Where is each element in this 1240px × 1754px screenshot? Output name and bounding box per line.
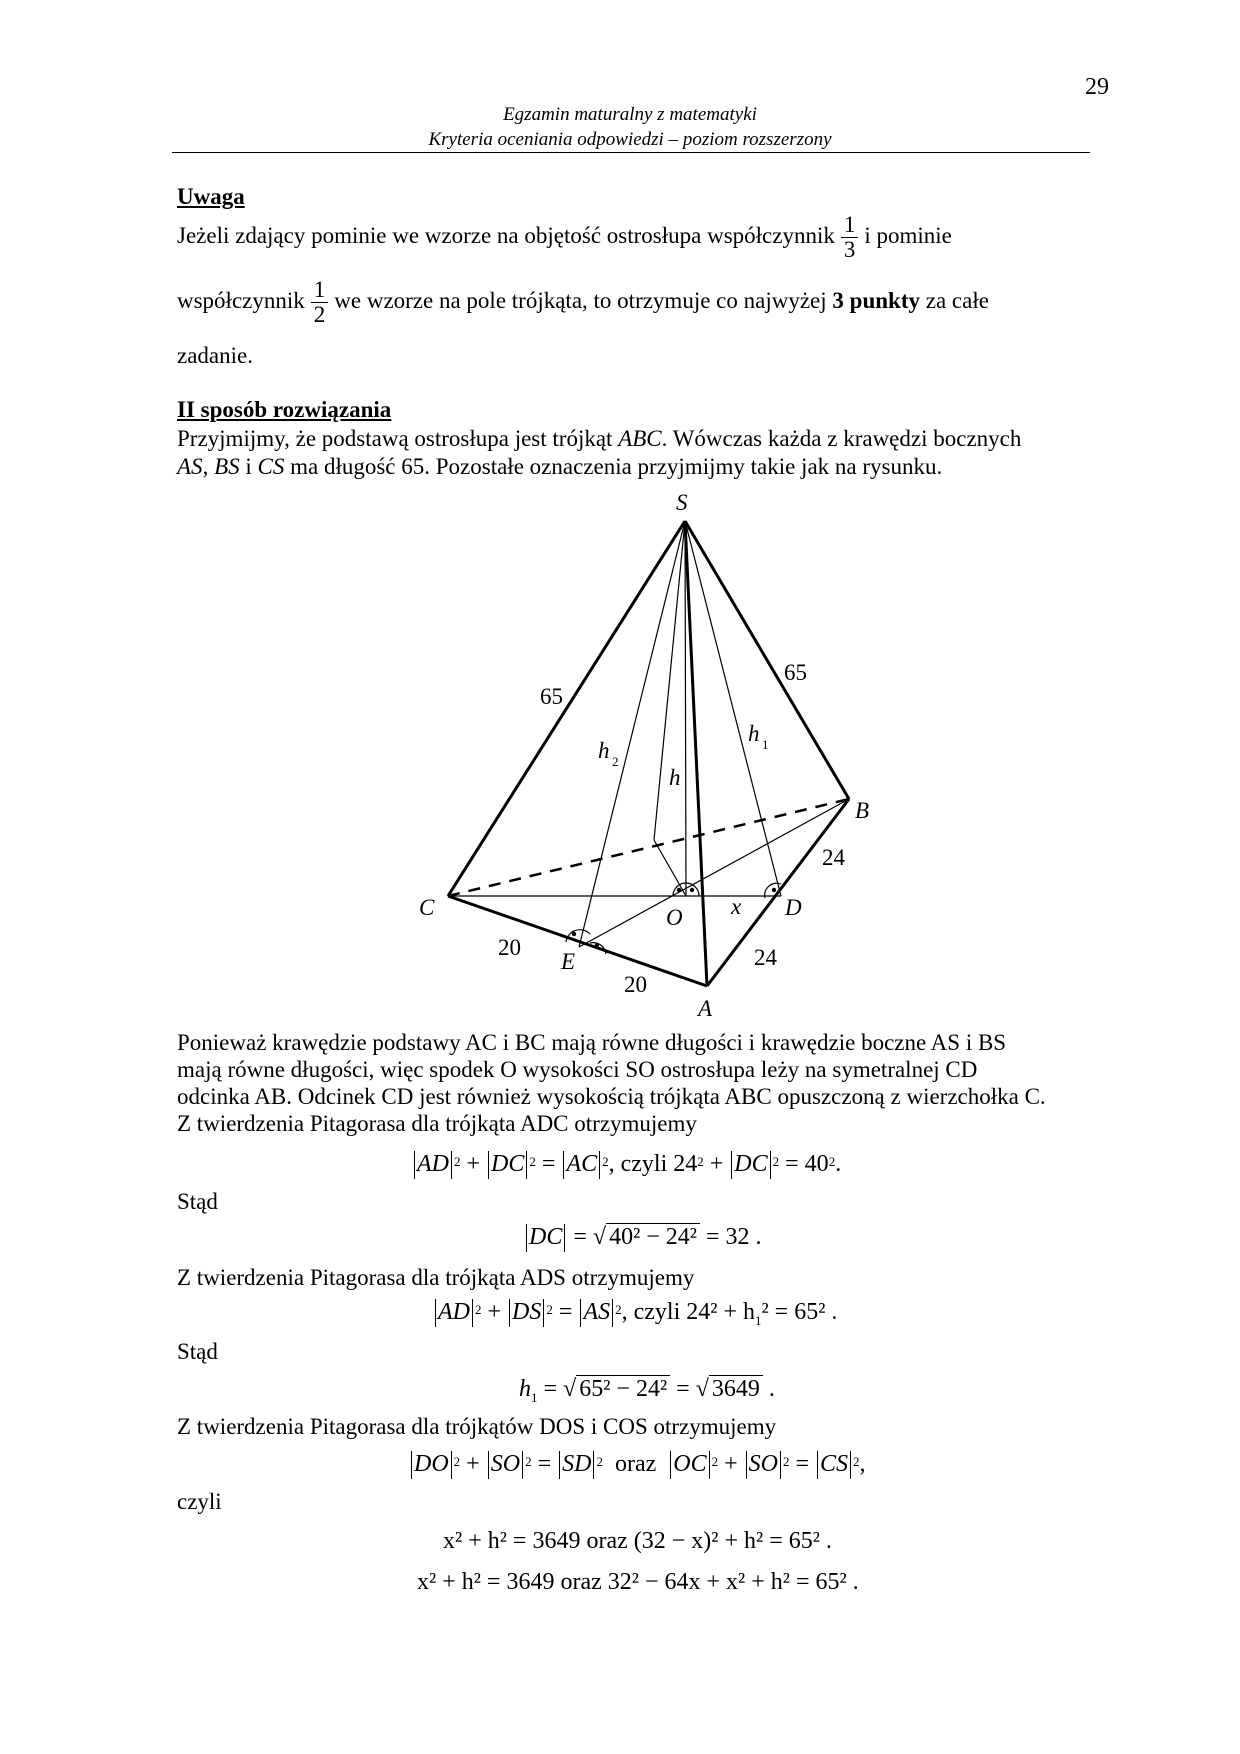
label-h1-sub: 1 (762, 737, 769, 752)
height-SO (685, 521, 686, 896)
aux-line (654, 521, 685, 840)
height-h2-SE (579, 521, 685, 947)
uwaga-title: Uwaga (177, 184, 245, 209)
label-65-CS: 65 (540, 684, 563, 709)
label-h2-sub: 2 (612, 754, 619, 769)
edge-BA (707, 799, 849, 986)
label-20-EA: 20 (624, 972, 647, 997)
uwaga-text: Jeżeli zdający pominie we wzorze na objętość ostrosłupa współczynnik (177, 222, 835, 248)
uwaga-line-3: zadanie. (177, 343, 253, 368)
label-24-BD: 24 (822, 845, 845, 870)
label-65-BS: 65 (784, 660, 807, 685)
uwaga-text: i pominie (864, 222, 952, 248)
label-x: x (731, 894, 742, 919)
uwaga-text: za całe (925, 287, 989, 313)
fraction-one-half: $\frac{1}{2}$ (311, 278, 329, 327)
stad-2: Stąd (177, 1339, 218, 1364)
para-line-3: odcinka AB. Odcinek CD jest również wysokością trójkąta ABC opuszczoną z wierzchołka C. (177, 1084, 1046, 1109)
method2-title: II sposób rozwiązania (177, 397, 392, 422)
label-E: E (561, 949, 576, 974)
equation-dc: DC = √ 40² − 24² = 32 . (524, 1222, 762, 1252)
fraction-one-third: $\frac{1}{3}$ (841, 213, 859, 262)
label-h1: h (748, 721, 760, 746)
segment-EB (579, 799, 849, 947)
label-O: O (666, 905, 683, 930)
equation-ads: AD $^2$ + DS $^2$ = AS $^2$, czyli $24^2 + h_1^2 = 65^2$ . (433, 1297, 837, 1336)
label-C: C (419, 895, 435, 920)
equation-adc: AD $^2$ + DC $^2$ = AC $^2$, czyli $24^2$ + DC $^2 = 40^2$. (412, 1149, 841, 1179)
uwaga-text: współczynnik (177, 287, 305, 313)
label-20-CE: 20 (498, 935, 521, 960)
method2-line-1: Przyjmijmy, że podstawą ostrosłupa jest trójkąt ABC. Wówczas każda z krawędzi bocznych (177, 426, 1022, 451)
label-h2: h (598, 738, 610, 763)
para-line-1: Ponieważ krawędzie podstawy AC i BC mają równe długości i krawędzie boczne AS i BS (177, 1030, 1007, 1055)
edge-SB (685, 521, 849, 799)
edge-SA (685, 521, 707, 986)
edge-SC (448, 521, 685, 896)
pyt-line-3: Z twierdzenia Pitagorasa dla trójkątów DOS i COS otrzymujemy (177, 1414, 777, 1439)
label-h: h (669, 765, 681, 790)
method2-line-2: AS, BS i CS ma długość 65. Pozostałe oznaczenia przyjmijmy takie jak na rysunku. (177, 454, 943, 479)
uwaga-text: we wzorze na pole trójkąta, to otrzymuje co najwyżej (334, 287, 827, 313)
czyli: czyli (177, 1489, 222, 1514)
page-number: 29 (1085, 74, 1109, 100)
equation-system-1: x² + h² = 3649 oraz (32 − x)² + h² = 65² . (443, 1528, 832, 1554)
label-D: D (785, 895, 802, 920)
pyt-line-2: Z twierdzenia Pitagorasa dla trójkąta ADS otrzymujemy (177, 1265, 695, 1290)
para-line-4: Z twierdzenia Pitagorasa dla trójkąta ADC otrzymujemy (177, 1111, 697, 1136)
aux-line-2 (654, 840, 686, 896)
header-line-1: Egzamin maturalny z matematyki (503, 104, 757, 125)
label-A: A (698, 996, 713, 1021)
equation-system-2: x² + h² = 3649 oraz 32² − 64x + x² + h² = 65² . (417, 1569, 859, 1595)
equation-h1: $h_1$ = √ 65² − 24² = √ 3649 . (519, 1376, 775, 1405)
stad-1: Stąd (177, 1189, 218, 1214)
label-B: B (855, 798, 870, 823)
label-S: S (676, 490, 688, 515)
points-bold: 3 punkty (832, 287, 920, 313)
equation-dos-cos: DO $^2$ + SO $^2$ = SD $^2$ oraz OC $^2$ + SO $^2$ = CS $^2$, (409, 1449, 866, 1479)
label-24-DA: 24 (754, 945, 777, 970)
edge-CB-hidden (448, 799, 849, 896)
para-line-2: mają równe długości, więc spodek O wysokości SO ostrosłupa leży na symetralnej CD (177, 1057, 978, 1082)
header-line-2: Kryteria oceniania odpowiedzi – poziom rozszerzony (428, 129, 832, 150)
